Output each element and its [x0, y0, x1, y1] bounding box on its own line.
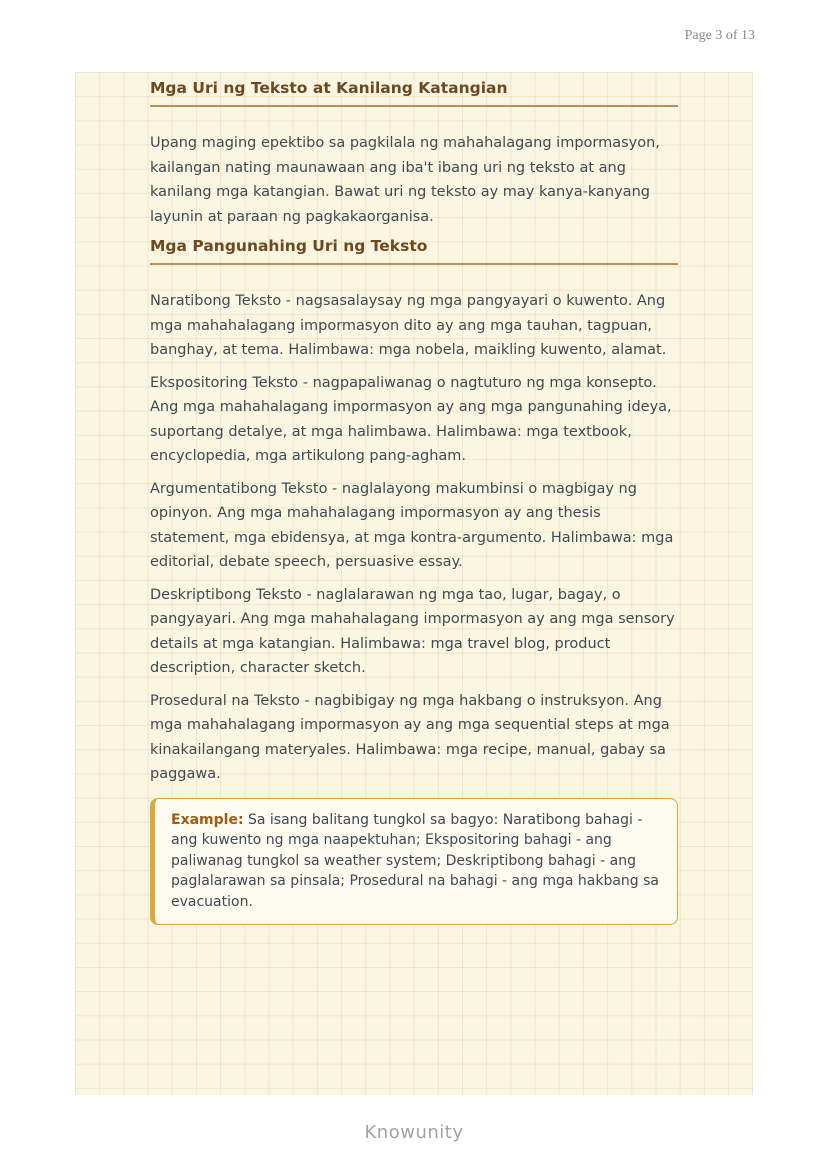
footer-brand: Knowunity: [364, 1122, 464, 1143]
paragraph-deskriptibong-teksto: Deskriptibong Teksto - naglalarawan ng mga tao, lugar, bagay, o pangyayari. Ang mga mahahalagang impormasyon ay ang mga sensory details at mga katangian. Halimbawa: mga travel blog, product description, character sketch.: [150, 586, 675, 676]
example-label: Example:: [171, 811, 244, 828]
intro-paragraph: Upang maging epektibo sa pagkilala ng mahahalagang impormasyon, kailangan nating maunawaan ang iba't ibang uri ng teksto at ang kanilang mga katangian. Bawat uri ng teksto ay may kanya-kanyang layunin at paraan ng pagkakaorganisa.: [150, 135, 660, 225]
notes-paper: [75, 72, 753, 1095]
paragraph-ekspositoring-teksto: Ekspositoring Teksto - nagpapaliwanag o nagtuturo ng mga konsepto. Ang mga mahahalagang impormasyon ay ang mga pangunahing ideya, suportang detalye, at mga halimbawa. Halimbawa: mga textbook, encyclopedia, mga artikulong pang-agham.: [150, 374, 672, 464]
example-callout-box: [150, 798, 678, 926]
example-body: Sa isang balitang tungkol sa bagyo: Naratibong bahagi - ang kuwento ng mga naapektuhan; Ekspositoring bahagi - ang paliwanag tungkol sa weather system; Deskriptibong bahagi - ang paglalarawan sa pinsala; Prosedural na bahagi - ang mga hakbang sa evacuation.: [171, 811, 660, 910]
paragraph-argumentatibong-teksto: Argumentatibong Teksto - naglalayong makumbinsi o magbigay ng opinyon. Ang mga mahahalagang impormasyon ay ang thesis statement, mga ebidensya, at mga kontra-argumento. Halimbawa: mga editorial, debate speech, persuasive essay.: [150, 480, 674, 570]
example-text: [171, 810, 661, 913]
paragraph-prosedural-na-teksto: Prosedural na Teksto - nagbibigay ng mga hakbang o instruksyon. Ang mga mahahalagang impormasyon ay ang mga sequential steps at mga kinakailangang materyales. Halimbawa: mga recipe, manual, gabay sa paggawa.: [150, 692, 670, 782]
section-heading-uri-ng-teksto: Mga Uri ng Teksto at Kanilang Katangian: [150, 79, 678, 107]
page-number: Page 3 of 13: [684, 28, 755, 43]
paragraph-naratibong-teksto: Naratibong Teksto - nagsasalaysay ng mga pangyayari o kuwento. Ang mga mahahalagang impormasyon dito ay ang mga tauhan, tagpuan, banghay, at tema. Halimbawa: mga nobela, maikling kuwento, alamat.: [150, 293, 667, 358]
section-heading-pangunahing-uri: Mga Pangunahing Uri ng Teksto: [150, 237, 678, 265]
